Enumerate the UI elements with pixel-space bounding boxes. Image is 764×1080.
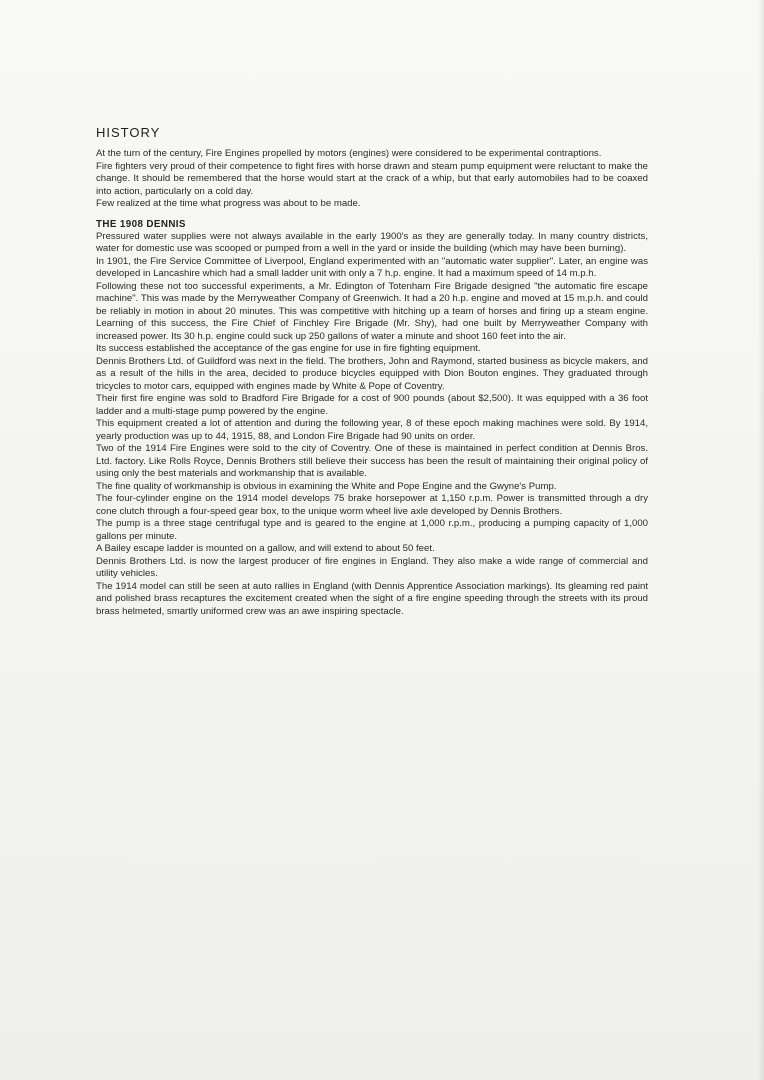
- history-paragraph: At the turn of the century, Fire Engines propelled by motors (engines) were considered to be experimental contraptions.: [96, 148, 602, 159]
- dennis-paragraph: Dennis Brothers Ltd. of Guildford was next in the field. The brothers, John and Raymond, started business as bicycle makers, and as a result of the hills in the area, decided to produce bicycles equipped with Dion Bouton engines. They graduated through tricycles to motor cars, equipped with engines made by White & Pope of Coventry.: [96, 355, 648, 392]
- dennis-paragraph: The 1914 model can still be seen at auto rallies in England (with Dennis Apprentice Association markings). Its gleaming red paint and polished brass recaptures the excitement created when the sight of a fire engine speeding through the streets with its proud brass helmeted, smartly uniformed crew was an awe inspiring spectacle.: [96, 580, 648, 617]
- dennis-paragraph: Its success established the acceptance of the gas engine for use in fire fighting equipment.: [96, 343, 481, 354]
- history-paragraph: Fire fighters very proud of their competence to fight fires with horse drawn and steam pump equipment were reluctant to make the change. It should be remembered that the horse would start at the crack of a whip, but that early automobiles had to be coaxed into action, particularly on a cold day.: [96, 160, 648, 197]
- dennis-heading: THE 1908 DENNIS: [96, 218, 186, 230]
- document-body: [96, 125, 648, 618]
- dennis-paragraph: Dennis Brothers Ltd. is now the largest producer of fire engines in England. They also make a wide range of commercial and utility vehicles.: [96, 555, 648, 579]
- dennis-paragraph: This equipment created a lot of attention and during the following year, 8 of these epoch making machines were sold. By 1914, yearly production was up to 44, 1915, 88, and London Fire Brigade had 90 units on order.: [96, 418, 648, 442]
- dennis-paragraph: The fine quality of workmanship is obvious in examining the White and Pope Engine and the Gwyne's Pump.: [96, 480, 557, 492]
- history-section: [96, 148, 648, 211]
- dennis-section: [96, 231, 648, 619]
- dennis-paragraph: Pressured water supplies were not always available in the early 1900's as they are generally today. In many country districts, water for domestic use was scooped or pumped from a well in the yard or inside the building (which may have been burning).: [96, 230, 648, 254]
- dennis-paragraph: Their first fire engine was sold to Bradford Fire Brigade for a cost of 900 pounds (about $2,500). It was equipped with a 36 foot ladder and a multi-stage pump powered by the engine.: [96, 393, 648, 417]
- dennis-paragraph: A Bailey escape ladder is mounted on a gallow, and will extend to about 50 feet.: [96, 543, 435, 554]
- dennis-paragraph: The pump is a three stage centrifugal type and is geared to the engine at 1,000 r.p.m., producing a pumping capacity of 1,000 gallons per minute.: [96, 518, 648, 542]
- dennis-paragraph: Following these not too successful experiments, a Mr. Edington of Totenham Fire Brigade designed "the automatic fire escape machine". This was made by the Merryweather Company of Greenwich. It had a 20 h.p. engine and moved at 15 m.p.h. and could be reliably in motion in about 20 minutes. This was competitive with hitching up a team of horses and firing up a steam engine. Learning of this success, the Fire Chief of Finchley Fire Brigade (Mr. Shy), had one built by Merryweather Company with increased power. Its 30 h.p. engine could suck up 250 gallons of water a minute and shoot 160 feet into the air.: [96, 280, 648, 342]
- dennis-paragraph: In 1901, the Fire Service Committee of Liverpool, England experimented with an "automatic water supplier". Later, an engine was developed in Lancashire which had a small ladder unit with only a 7 h.p. engine. It had a maximum speed of 14 m.p.h.: [96, 255, 648, 279]
- history-heading: HISTORY: [96, 125, 161, 140]
- dennis-paragraph: The four-cylinder engine on the 1914 model develops 75 brake horsepower at 1,150 r.p.m. Power is transmitted through a dry cone clutch through a four-speed gear box, to the unique worm wheel live axle developed by Dennis Brothers.: [96, 493, 648, 517]
- history-paragraph: Few realized at the time what progress was about to be made.: [96, 198, 361, 209]
- dennis-paragraph: Two of the 1914 Fire Engines were sold to the city of Coventry. One of these is maintained in perfect condition at Dennis Bros. Ltd. factory. Like Rolls Royce, Dennis Brothers still believe their success has been the result of maintaining their original policy of using only the best materials and workmanship that is available.: [96, 443, 648, 479]
